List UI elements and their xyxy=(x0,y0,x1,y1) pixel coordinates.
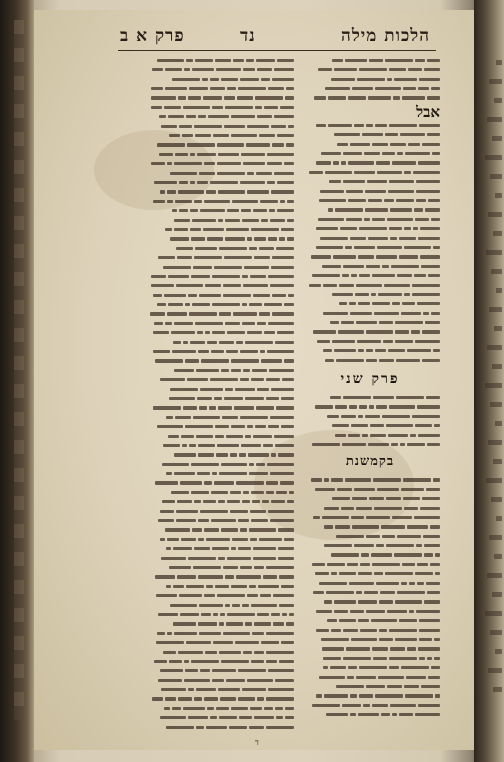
text-line xyxy=(140,516,294,525)
text-line xyxy=(140,385,294,394)
text-line xyxy=(300,403,440,412)
text-line xyxy=(140,695,294,704)
facing-text-stub xyxy=(489,307,502,312)
facing-text-stub xyxy=(491,269,502,274)
text-line xyxy=(300,205,440,214)
text-line xyxy=(140,328,294,337)
facing-text-stub xyxy=(486,250,502,255)
facing-text-stub xyxy=(496,288,502,293)
text-line xyxy=(140,629,294,638)
text-line xyxy=(300,140,440,149)
text-line xyxy=(140,582,294,591)
text-line xyxy=(300,224,440,233)
text-line xyxy=(140,685,294,694)
facing-text-stub xyxy=(496,516,502,521)
facing-text-stub xyxy=(492,592,502,597)
facing-text-stub xyxy=(491,497,502,502)
text-line xyxy=(140,638,294,647)
folio-number: נד xyxy=(240,26,256,46)
text-line xyxy=(140,666,294,675)
text-line xyxy=(300,579,440,588)
text-line xyxy=(140,441,294,450)
text-line xyxy=(300,187,440,196)
text-line xyxy=(140,84,294,93)
text-line xyxy=(140,572,294,581)
text-line xyxy=(140,450,294,459)
text-line xyxy=(300,318,440,327)
text-line xyxy=(300,421,440,430)
text-line xyxy=(140,507,294,516)
facing-text-stub xyxy=(492,364,502,369)
text-line xyxy=(300,159,440,168)
text-line xyxy=(300,121,440,130)
text-line xyxy=(300,243,440,252)
text-line xyxy=(140,319,294,328)
text-line xyxy=(140,225,294,234)
text-line xyxy=(140,394,294,403)
text-line xyxy=(300,607,440,616)
text-line xyxy=(140,178,294,187)
facing-text-stub xyxy=(493,459,502,464)
text-line xyxy=(300,626,440,635)
text-line xyxy=(300,65,440,74)
text-line xyxy=(300,281,440,290)
text-line xyxy=(140,488,294,497)
text-line xyxy=(140,169,294,178)
text-line xyxy=(140,723,294,732)
text-line xyxy=(140,244,294,253)
text-line xyxy=(140,403,294,412)
text-line xyxy=(140,206,294,215)
facing-text-stub xyxy=(495,649,502,654)
facing-text-stub xyxy=(485,383,502,388)
text-line xyxy=(140,526,294,535)
text-line xyxy=(300,337,440,346)
text-line xyxy=(300,196,440,205)
right-text-column xyxy=(300,56,440,716)
text-line xyxy=(140,479,294,488)
text-line xyxy=(300,252,440,261)
text-line xyxy=(140,648,294,657)
text-line xyxy=(140,422,294,431)
header-rule xyxy=(118,50,436,51)
text-line xyxy=(140,65,294,74)
text-line xyxy=(300,522,440,531)
text-line xyxy=(140,544,294,553)
facing-text-stub xyxy=(495,193,502,198)
text-line xyxy=(140,103,294,112)
text-line xyxy=(140,141,294,150)
facing-text-stub xyxy=(494,554,502,559)
text-line xyxy=(300,560,440,569)
text-line xyxy=(300,654,440,663)
text-line xyxy=(140,375,294,384)
facing-text-stub xyxy=(488,668,502,673)
facing-text-stub xyxy=(488,212,502,217)
text-line xyxy=(300,616,440,625)
facing-text-stub xyxy=(490,402,502,407)
text-line xyxy=(300,475,440,484)
text-line xyxy=(300,673,440,682)
text-line xyxy=(140,366,294,375)
text-line xyxy=(140,460,294,469)
text-line xyxy=(300,644,440,653)
text-line xyxy=(140,281,294,290)
text-line xyxy=(300,663,440,672)
text-line xyxy=(300,541,440,550)
text-line xyxy=(300,701,440,710)
text-line xyxy=(300,234,440,243)
facing-text-stub xyxy=(492,136,502,141)
running-header xyxy=(120,26,430,48)
text-line xyxy=(140,357,294,366)
page-footer xyxy=(150,738,290,750)
facing-page-edge xyxy=(474,0,504,762)
text-line xyxy=(140,253,294,262)
text-line xyxy=(140,300,294,309)
facing-text-stub xyxy=(489,535,502,540)
text-line xyxy=(140,704,294,713)
text-line xyxy=(300,431,440,440)
facing-text-stub xyxy=(487,345,502,350)
header-title-right: הלכות מילה xyxy=(341,26,430,46)
text-line xyxy=(300,168,440,177)
signature-mark: ד xyxy=(255,738,259,747)
text-line xyxy=(300,356,440,365)
text-line xyxy=(300,346,440,355)
text-line xyxy=(140,94,294,103)
text-line xyxy=(140,310,294,319)
text-line xyxy=(140,122,294,131)
facing-text-stub xyxy=(486,478,502,483)
text-line xyxy=(140,197,294,206)
facing-text-stub xyxy=(494,326,502,331)
text-line xyxy=(300,290,440,299)
text-line xyxy=(140,75,294,84)
text-line xyxy=(140,676,294,685)
text-line xyxy=(300,598,440,607)
text-line xyxy=(140,413,294,422)
text-line xyxy=(140,234,294,243)
text-line xyxy=(140,187,294,196)
chapter-heading: פרק שני xyxy=(340,371,400,388)
text-line xyxy=(300,309,440,318)
text-line xyxy=(300,588,440,597)
left-text-column xyxy=(140,56,294,740)
text-line xyxy=(140,131,294,140)
text-line xyxy=(140,497,294,506)
text-line xyxy=(300,569,440,578)
facing-text-stub xyxy=(487,573,502,578)
text-line xyxy=(140,535,294,544)
section-heading: בקמשנת xyxy=(345,454,395,470)
facing-text-stub xyxy=(494,98,502,103)
facing-text-stub xyxy=(489,79,502,84)
text-line xyxy=(140,657,294,666)
initial-word: אבל xyxy=(416,102,440,121)
text-line xyxy=(300,710,440,716)
text-line xyxy=(140,554,294,563)
text-line xyxy=(140,610,294,619)
text-line xyxy=(140,56,294,65)
facing-text-stub xyxy=(487,117,502,122)
text-line xyxy=(300,149,440,158)
facing-text-stub xyxy=(490,630,502,635)
text-line xyxy=(300,84,440,93)
text-line xyxy=(140,159,294,168)
text-line xyxy=(300,271,440,280)
text-line xyxy=(140,601,294,610)
text-line xyxy=(300,485,440,494)
text-line xyxy=(140,263,294,272)
text-line xyxy=(300,94,440,103)
text-line xyxy=(300,494,440,503)
text-line xyxy=(140,469,294,478)
text-line xyxy=(140,216,294,225)
text-line xyxy=(300,412,440,421)
text-line xyxy=(300,215,440,224)
text-line xyxy=(300,262,440,271)
text-line xyxy=(300,393,440,402)
text-line xyxy=(300,299,440,308)
text-line xyxy=(300,513,440,522)
facing-text-stub xyxy=(493,231,502,236)
text-line xyxy=(300,56,440,65)
text-line xyxy=(300,130,440,139)
facing-text-stub xyxy=(495,421,502,426)
text-line xyxy=(140,150,294,159)
text-line xyxy=(140,291,294,300)
text-line xyxy=(140,563,294,572)
header-title-left xyxy=(120,26,256,46)
text-line xyxy=(300,682,440,691)
text-line xyxy=(300,635,440,644)
text-line xyxy=(300,328,440,337)
text-line xyxy=(140,713,294,722)
text-line xyxy=(300,504,440,513)
facing-text-stub xyxy=(485,611,502,616)
text-line xyxy=(300,532,440,541)
text-line xyxy=(140,347,294,356)
facing-text-stub xyxy=(493,687,502,692)
text-line xyxy=(140,338,294,347)
text-line xyxy=(300,75,440,84)
facing-text-stub xyxy=(485,155,502,160)
book-spine xyxy=(0,0,34,762)
text-line xyxy=(140,619,294,628)
text-line xyxy=(140,591,294,600)
facing-text-stub xyxy=(490,174,502,179)
chapter-label: פרק א ב xyxy=(120,26,185,46)
text-line xyxy=(300,551,440,560)
text-line xyxy=(300,177,440,186)
text-line xyxy=(300,691,440,700)
text-line xyxy=(140,432,294,441)
text-line xyxy=(300,440,440,449)
facing-text-stub xyxy=(488,440,502,445)
facing-text-stub xyxy=(496,60,502,65)
text-line xyxy=(140,272,294,281)
text-line xyxy=(140,112,294,121)
